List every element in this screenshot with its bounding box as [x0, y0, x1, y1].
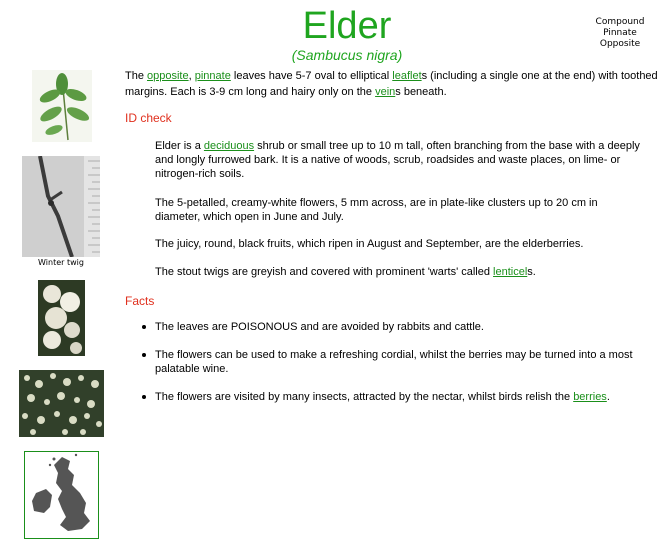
intro-text: s beneath.: [395, 86, 447, 98]
leaf-type-pinnate: Pinnate: [603, 28, 637, 38]
winter-twig-image[interactable]: [22, 156, 100, 257]
id-check-heading: ID check: [125, 111, 172, 125]
fact-text: .: [606, 391, 610, 403]
flower-photo-icon: [38, 280, 85, 356]
twig-photo-icon: [22, 156, 100, 257]
intro-paragraph: [125, 68, 660, 100]
link-leaflet[interactable]: leaflet: [392, 70, 422, 82]
intro-text: ,: [188, 70, 195, 82]
fact-text: The flowers are visited by many insects, attracted by the nectar, whilst birds relish the: [155, 391, 574, 403]
twig-caption: Winter twig: [38, 258, 84, 267]
id-check-paragraph-4: [155, 265, 645, 279]
shrub-photo-icon: [19, 370, 104, 437]
facts-list: [125, 320, 660, 404]
facts-heading: Facts: [125, 294, 155, 308]
link-opposite[interactable]: opposite: [147, 70, 189, 82]
paragraph-text: The stout twigs are greyish and covered with prominent 'warts' called: [155, 266, 494, 278]
fact-text: The leaves are POISONOUS and are avoided by rabbits and cattle.: [155, 321, 484, 333]
shrub-image[interactable]: [19, 370, 104, 437]
id-check-paragraph-2: The 5-petalled, creamy-white flowers, 5 mm across, are in plate-like clusters up to 20 cm in diameter, which open in June and July.: [155, 197, 598, 223]
flower-image[interactable]: [38, 280, 85, 356]
intro-text: s (including a single one at the end) with toothed margins. Each is 3-9 cm long and hairy only on the: [125, 70, 658, 98]
distribution-map[interactable]: [24, 451, 99, 539]
leaf-image[interactable]: [32, 70, 92, 142]
leaf-type-opposite: Opposite: [599, 39, 641, 49]
intro-text: leaves have 5-7 oval to elliptical: [230, 70, 393, 82]
id-check-paragraph-1: [155, 139, 645, 181]
paragraph-text: shrub or small tree up to 10 m tall, often branching from the base with a deeply and longly furrowed bark. It is a native of woods, scrub, roadsides and waste places, on lime- or nitrogen-rich soils.: [155, 140, 640, 180]
fact-item: [125, 348, 660, 376]
link-berries[interactable]: berries: [573, 391, 607, 403]
link-vein[interactable]: vein: [375, 86, 396, 98]
latin-name: (Sambucus nigra): [291, 47, 403, 63]
link-deciduous[interactable]: deciduous: [203, 140, 255, 152]
paragraph-text: Elder is a: [155, 140, 204, 152]
british-isles-map-icon: [24, 451, 99, 539]
fact-text: The flowers can be used to make a refreshing cordial, whilst the berries may be turned into a most palatable wine.: [155, 349, 633, 375]
fact-item: [125, 320, 660, 334]
paragraph-text: s.: [527, 266, 536, 278]
leaf-type-list: [588, 17, 652, 50]
intro-text: The: [125, 70, 148, 82]
id-check-paragraph-3: The juicy, round, black fruits, which ripen in August and September, are the elderberries.: [155, 238, 584, 250]
leaf-illustration-icon: [32, 70, 92, 142]
leaf-type-compound: Compound: [595, 17, 645, 27]
link-pinnate[interactable]: pinnate: [194, 70, 231, 82]
link-lenticel[interactable]: lenticel: [493, 266, 528, 278]
page-title: Elder: [302, 5, 392, 47]
fact-item: [125, 390, 660, 404]
